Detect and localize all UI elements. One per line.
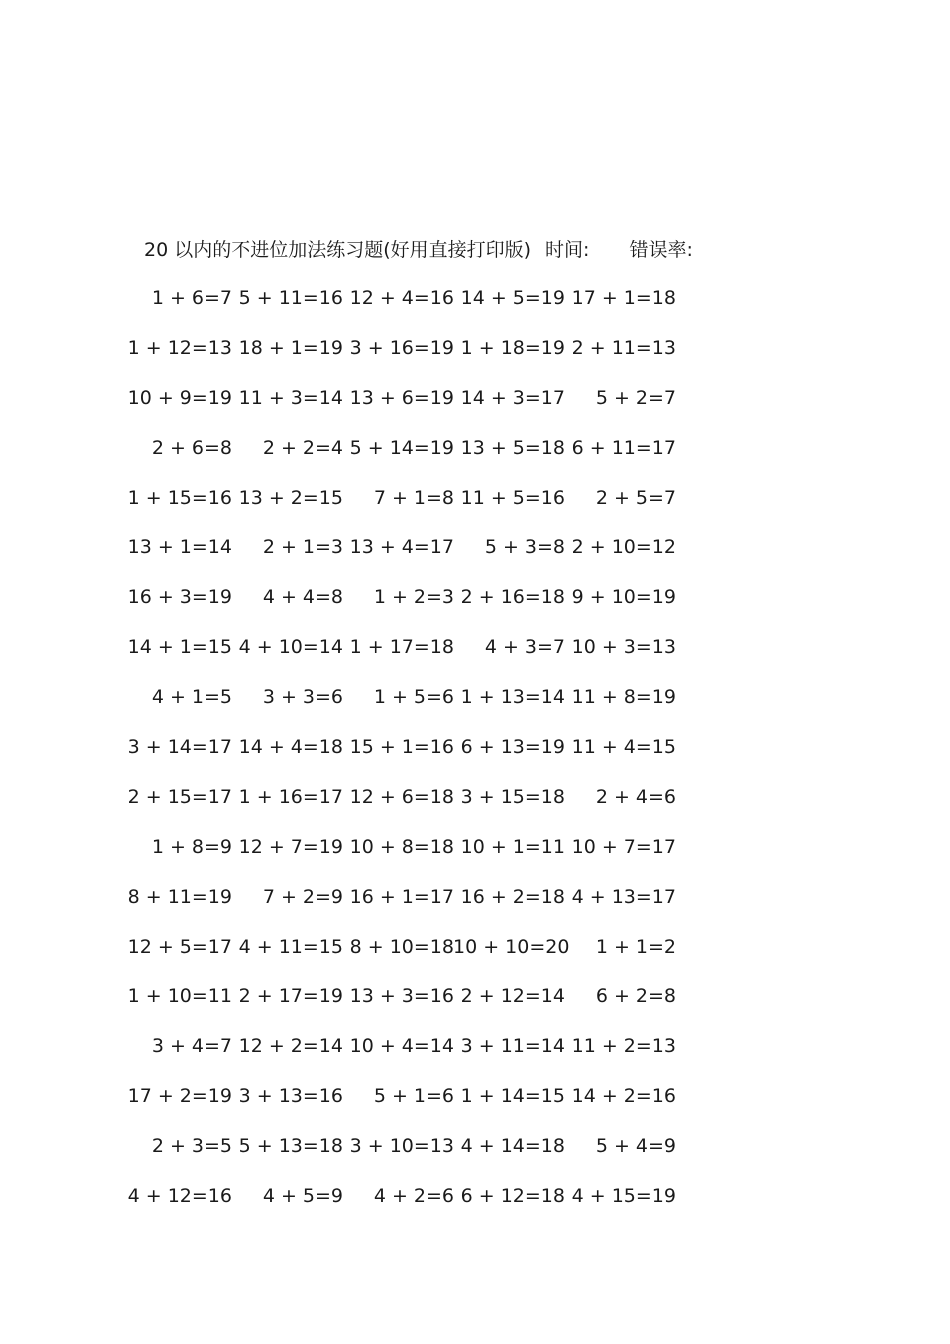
addition-problem: 5 + 3=8 bbox=[484, 536, 565, 559]
addition-problem: 1 + 8=9 bbox=[151, 835, 232, 858]
addition-problem: 2 + 6=8 bbox=[151, 436, 232, 459]
addition-problem: 10 + 7=17 bbox=[571, 835, 676, 858]
addition-problem: 10 + 1=11 bbox=[460, 835, 565, 858]
addition-problem: 8 + 11=19 bbox=[127, 885, 232, 908]
addition-problem: 4 + 14=18 bbox=[460, 1135, 565, 1158]
addition-problem: 6 + 12=18 bbox=[460, 1185, 565, 1208]
addition-problem: 14 + 1=15 bbox=[127, 636, 232, 659]
addition-problem: 3 + 10=13 bbox=[349, 1135, 454, 1158]
addition-problem: 2 + 3=5 bbox=[151, 1135, 232, 1158]
addition-problem: 5 + 13=18 bbox=[238, 1135, 343, 1158]
error-rate-label: 错误率: bbox=[629, 239, 693, 261]
addition-problem: 2 + 4=6 bbox=[595, 785, 676, 808]
addition-problem: 2 + 16=18 bbox=[460, 586, 565, 609]
addition-problem: 8 + 10=18 bbox=[349, 935, 454, 958]
addition-problem: 4 + 15=19 bbox=[571, 1185, 676, 1208]
addition-problem: 12 + 6=18 bbox=[349, 785, 454, 808]
addition-problem: 6 + 2=8 bbox=[595, 985, 676, 1008]
addition-problem: 4 + 13=17 bbox=[571, 885, 676, 908]
addition-problem: 5 + 11=16 bbox=[238, 287, 343, 309]
addition-problem: 12 + 7=19 bbox=[238, 835, 343, 858]
addition-problem: 4 + 5=9 bbox=[262, 1185, 343, 1208]
addition-problem: 3 + 11=14 bbox=[460, 1035, 565, 1058]
worksheet-title: 20 以内的不进位加法练习题(好用直接打印版) bbox=[144, 239, 532, 261]
addition-problem: 3 + 15=18 bbox=[460, 785, 565, 808]
addition-problem: 2 + 11=13 bbox=[571, 336, 676, 359]
addition-problem: 13 + 5=18 bbox=[460, 436, 565, 459]
addition-problem: 14 + 2=16 bbox=[571, 1085, 676, 1108]
addition-problem: 7 + 1=8 bbox=[373, 486, 454, 509]
addition-problem: 2 + 15=17 bbox=[127, 785, 232, 808]
addition-problem: 13 + 1=14 bbox=[127, 536, 232, 559]
addition-problem: 1 + 2=3 bbox=[373, 586, 454, 609]
addition-problem: 1 + 17=18 bbox=[349, 636, 454, 659]
addition-problem: 1 + 12=13 bbox=[127, 336, 232, 359]
addition-problem: 3 + 13=16 bbox=[238, 1085, 343, 1108]
addition-problem: 16 + 2=18 bbox=[460, 885, 565, 908]
addition-problem: 5 + 2=7 bbox=[595, 386, 676, 409]
addition-problem: 13 + 2=15 bbox=[238, 486, 343, 509]
addition-problem: 16 + 1=17 bbox=[349, 885, 454, 908]
addition-problem: 2 + 2=4 bbox=[262, 436, 343, 459]
addition-problem: 5 + 1=6 bbox=[373, 1085, 454, 1108]
addition-problem: 7 + 2=9 bbox=[262, 885, 343, 908]
addition-problem: 1 + 1=2 bbox=[595, 935, 676, 958]
addition-problem: 17 + 2=19 bbox=[127, 1085, 232, 1108]
addition-problem: 2 + 12=14 bbox=[460, 985, 565, 1008]
addition-problem: 14 + 4=18 bbox=[238, 736, 343, 759]
addition-problem: 13 + 4=17 bbox=[349, 536, 454, 559]
addition-problem: 12 + 5=17 bbox=[127, 935, 232, 958]
addition-problem: 1 + 14=15 bbox=[460, 1085, 565, 1108]
addition-problem: 4 + 4=8 bbox=[262, 586, 343, 609]
addition-problem: 17 + 1=18 bbox=[571, 287, 676, 309]
addition-problem: 10 + 8=18 bbox=[349, 835, 454, 858]
addition-problem: 4 + 2=6 bbox=[373, 1185, 454, 1208]
addition-problem: 1 + 10=11 bbox=[127, 985, 232, 1008]
addition-problem: 1 + 5=6 bbox=[373, 686, 454, 709]
addition-problem: 2 + 17=19 bbox=[238, 985, 343, 1008]
addition-problem: 13 + 3=16 bbox=[349, 985, 454, 1008]
addition-problem: 1 + 18=19 bbox=[460, 336, 565, 359]
addition-problem: 13 + 6=19 bbox=[349, 386, 454, 409]
addition-problem: 4 + 12=16 bbox=[127, 1185, 232, 1208]
addition-problem: 14 + 5=19 bbox=[460, 287, 565, 309]
addition-problem: 10 + 3=13 bbox=[571, 636, 676, 659]
addition-problem: 4 + 1=5 bbox=[151, 686, 232, 709]
addition-problem: 10 + 9=19 bbox=[127, 386, 232, 409]
addition-problem: 1 + 16=17 bbox=[238, 785, 343, 808]
addition-problem: 11 + 2=13 bbox=[571, 1035, 676, 1058]
addition-problem: 3 + 3=6 bbox=[262, 686, 343, 709]
addition-problem: 1 + 6=7 bbox=[151, 287, 232, 309]
time-label: 时间: bbox=[545, 239, 590, 261]
addition-problem: 18 + 1=19 bbox=[238, 336, 343, 359]
addition-problem: 1 + 15=16 bbox=[127, 486, 232, 509]
addition-problem: 1 + 13=14 bbox=[460, 686, 565, 709]
addition-problem: 11 + 3=14 bbox=[238, 386, 343, 409]
addition-problem: 2 + 5=7 bbox=[595, 486, 676, 509]
addition-problem: 3 + 14=17 bbox=[127, 736, 232, 759]
worksheet-header bbox=[144, 236, 693, 264]
addition-problem: 16 + 3=19 bbox=[127, 586, 232, 609]
addition-problem: 2 + 10=12 bbox=[571, 536, 676, 559]
addition-problem: 12 + 2=14 bbox=[238, 1035, 343, 1058]
addition-problem: 10 + 4=14 bbox=[349, 1035, 454, 1058]
addition-problem: 12 + 4=16 bbox=[349, 287, 454, 309]
addition-problem: 5 + 14=19 bbox=[349, 436, 454, 459]
addition-problem: 11 + 5=16 bbox=[460, 486, 565, 509]
addition-problem: 6 + 13=19 bbox=[460, 736, 565, 759]
addition-problem: 15 + 1=16 bbox=[349, 736, 454, 759]
addition-problem: 14 + 3=17 bbox=[460, 386, 565, 409]
addition-problem: 3 + 4=7 bbox=[151, 1035, 232, 1058]
addition-problem: 6 + 11=17 bbox=[571, 436, 676, 459]
addition-problem: 5 + 4=9 bbox=[595, 1135, 676, 1158]
addition-problem: 4 + 10=14 bbox=[238, 636, 343, 659]
addition-problem: 4 + 3=7 bbox=[484, 636, 565, 659]
addition-problem: 2 + 1=3 bbox=[262, 536, 343, 559]
addition-problem: 9 + 10=19 bbox=[571, 586, 676, 609]
addition-problem: 10 + 10=20 bbox=[453, 935, 570, 958]
addition-problem: 4 + 11=15 bbox=[238, 935, 343, 958]
addition-problem: 3 + 16=19 bbox=[349, 336, 454, 359]
addition-problem: 11 + 8=19 bbox=[571, 686, 676, 709]
addition-problem: 11 + 4=15 bbox=[571, 736, 676, 759]
